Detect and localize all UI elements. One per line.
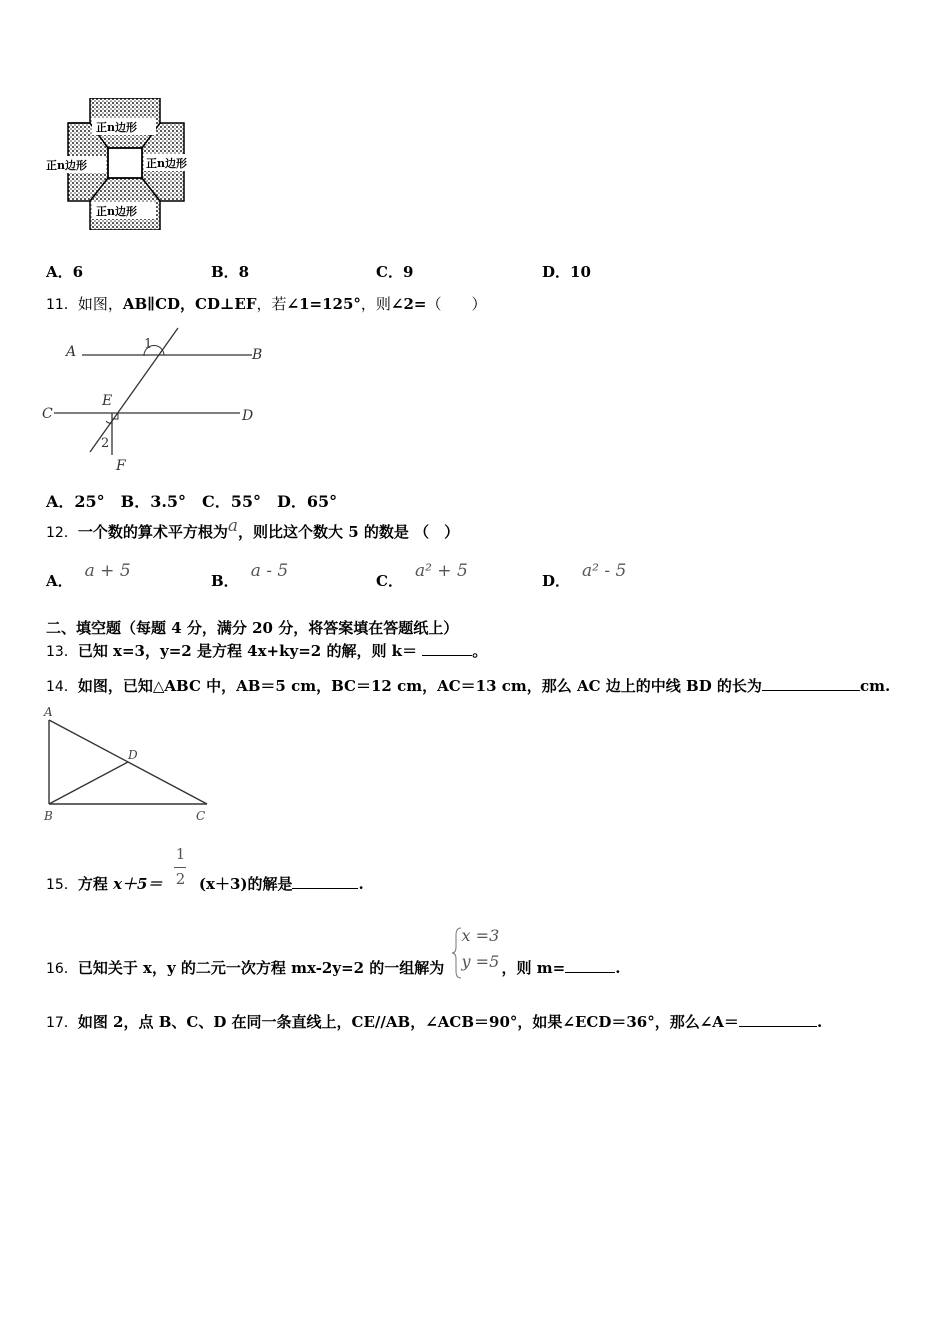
q17-text: 如图 2，点 B、C、D 在同一条直线上，CE//AB，∠ACB＝90°，如果∠ECD＝36°，那么∠A＝ bbox=[77, 1013, 739, 1031]
q15-expr1: x＋5＝ bbox=[113, 875, 163, 893]
q12-option-a-label: A． bbox=[46, 572, 73, 590]
q17-stem bbox=[46, 1012, 822, 1033]
q15-fraction bbox=[174, 845, 188, 889]
q13-end: 。 bbox=[472, 642, 488, 660]
q16-stem bbox=[46, 926, 621, 979]
q12-option-a[interactable] bbox=[46, 561, 131, 591]
label-angle-2: 2 bbox=[101, 436, 110, 451]
q11-text-bold3: ∠2= bbox=[390, 295, 427, 313]
q12-option-d[interactable] bbox=[542, 561, 627, 591]
q12-option-b[interactable] bbox=[211, 561, 289, 591]
q12-option-b-expr: a - 5 bbox=[250, 561, 289, 581]
q16-eq1: x =3 bbox=[461, 926, 500, 945]
q13-number: 13． bbox=[46, 644, 78, 660]
q16-answer-blank[interactable] bbox=[565, 958, 615, 973]
q15-frac-den: 2 bbox=[175, 870, 186, 888]
brace-icon bbox=[452, 927, 462, 979]
q16-text: 已知关于 x，y 的二元一次方程 mx-2y=2 的一组解为 bbox=[77, 959, 445, 977]
label-right: 正n边形 bbox=[146, 157, 187, 170]
q15-stem bbox=[46, 845, 364, 895]
q12-text-post: ，则比这个数大 5 的数是 （ ） bbox=[237, 523, 460, 541]
q15-frac-bar bbox=[174, 867, 186, 868]
q10-option-c[interactable]: C．9 bbox=[376, 263, 414, 281]
label-top: 正n边形 bbox=[96, 121, 137, 134]
q12-option-b-label: B． bbox=[211, 572, 239, 590]
q11-text-pre: 如图， bbox=[77, 295, 123, 313]
q13-text: 已知 x=3，y=2 是方程 4x+ky=2 的解，则 k＝ bbox=[77, 642, 423, 660]
tri-label-a: A bbox=[44, 705, 53, 719]
q12-option-c[interactable] bbox=[376, 561, 468, 591]
q12-option-a-expr: a + 5 bbox=[84, 561, 131, 581]
label-left: 正n边形 bbox=[46, 159, 87, 172]
q12-var: a bbox=[227, 516, 238, 536]
q11-text-end: （ ） bbox=[426, 295, 487, 313]
q14-answer-blank[interactable] bbox=[762, 676, 860, 691]
q15-number: 15． bbox=[46, 877, 78, 893]
q12-option-c-label: C． bbox=[376, 572, 403, 590]
q15-frac-num: 1 bbox=[175, 845, 186, 863]
q12-stem bbox=[46, 516, 460, 543]
q13-answer-blank[interactable] bbox=[422, 641, 472, 656]
tri-label-b: B bbox=[44, 809, 53, 823]
q14-text: 如图，已知△ABC 中，AB＝5 cm，BC＝12 cm，AC＝13 cm，那么 AC 边上的中线 BD 的长为 bbox=[77, 677, 762, 695]
q12-number: 12． bbox=[46, 525, 78, 541]
q11-text-post: ，则 bbox=[360, 295, 391, 313]
q16-system bbox=[450, 926, 502, 973]
tri-label-c: C bbox=[196, 809, 206, 823]
figure-polygons bbox=[44, 98, 214, 230]
q12-option-d-label: D． bbox=[542, 572, 571, 590]
q17-number: 17． bbox=[46, 1015, 78, 1031]
label-c: C bbox=[42, 406, 53, 422]
label-bottom: 正n边形 bbox=[96, 205, 137, 218]
triangle-svg bbox=[40, 703, 220, 825]
q10-option-d[interactable]: D．10 bbox=[542, 263, 591, 281]
q12-option-c-expr: a² + 5 bbox=[414, 561, 468, 581]
q16-post: ，则 m= bbox=[501, 959, 566, 977]
q10-option-b[interactable]: B．8 bbox=[211, 263, 250, 281]
q15-expr2: (x＋3)的解是 bbox=[193, 875, 293, 893]
label-a: A bbox=[66, 344, 77, 360]
q10-option-a[interactable]: A．6 bbox=[46, 263, 84, 281]
q16-number: 16． bbox=[46, 961, 78, 977]
label-f: F bbox=[116, 458, 126, 474]
q14-unit: cm. bbox=[859, 677, 891, 695]
label-d: D bbox=[242, 408, 254, 424]
q11-stem bbox=[46, 294, 487, 315]
q12-option-d-expr: a² - 5 bbox=[582, 561, 627, 581]
q15-pre: 方程 bbox=[77, 875, 114, 893]
figure-triangle bbox=[40, 703, 220, 825]
q11-text-bold: AB∥CD，CD⊥EF bbox=[122, 295, 257, 313]
label-e: E bbox=[102, 393, 113, 409]
q11-number: 11． bbox=[46, 297, 78, 313]
label-angle-1: 1 bbox=[144, 337, 153, 352]
q14-number: 14． bbox=[46, 679, 78, 695]
q14-stem bbox=[46, 676, 890, 697]
q16-eq2: y =5 bbox=[461, 952, 500, 971]
parallel-lines-svg bbox=[40, 320, 270, 475]
figure-parallel-lines bbox=[40, 320, 270, 475]
section-2-heading: 二、填空题（每题 4 分，满分 20 分，将答案填在答题纸上） bbox=[46, 619, 459, 637]
q16-end: . bbox=[615, 959, 621, 977]
q15-end: . bbox=[358, 875, 364, 893]
q11-options[interactable]: A．25° B．3.5° C．55° D．65° bbox=[46, 492, 338, 511]
q13-stem bbox=[46, 641, 487, 662]
q15-answer-blank[interactable] bbox=[292, 874, 358, 889]
tri-label-d: D bbox=[128, 748, 138, 762]
q11-text-bold2: ∠1=125° bbox=[286, 295, 361, 313]
q11-text-mid: ，若 bbox=[256, 295, 287, 313]
label-b: B bbox=[252, 347, 263, 363]
q17-end: . bbox=[816, 1013, 823, 1031]
q12-text-pre: 一个数的算术平方根为 bbox=[77, 523, 228, 541]
polygon-figure-svg bbox=[44, 98, 214, 230]
q17-answer-blank[interactable] bbox=[739, 1012, 817, 1027]
